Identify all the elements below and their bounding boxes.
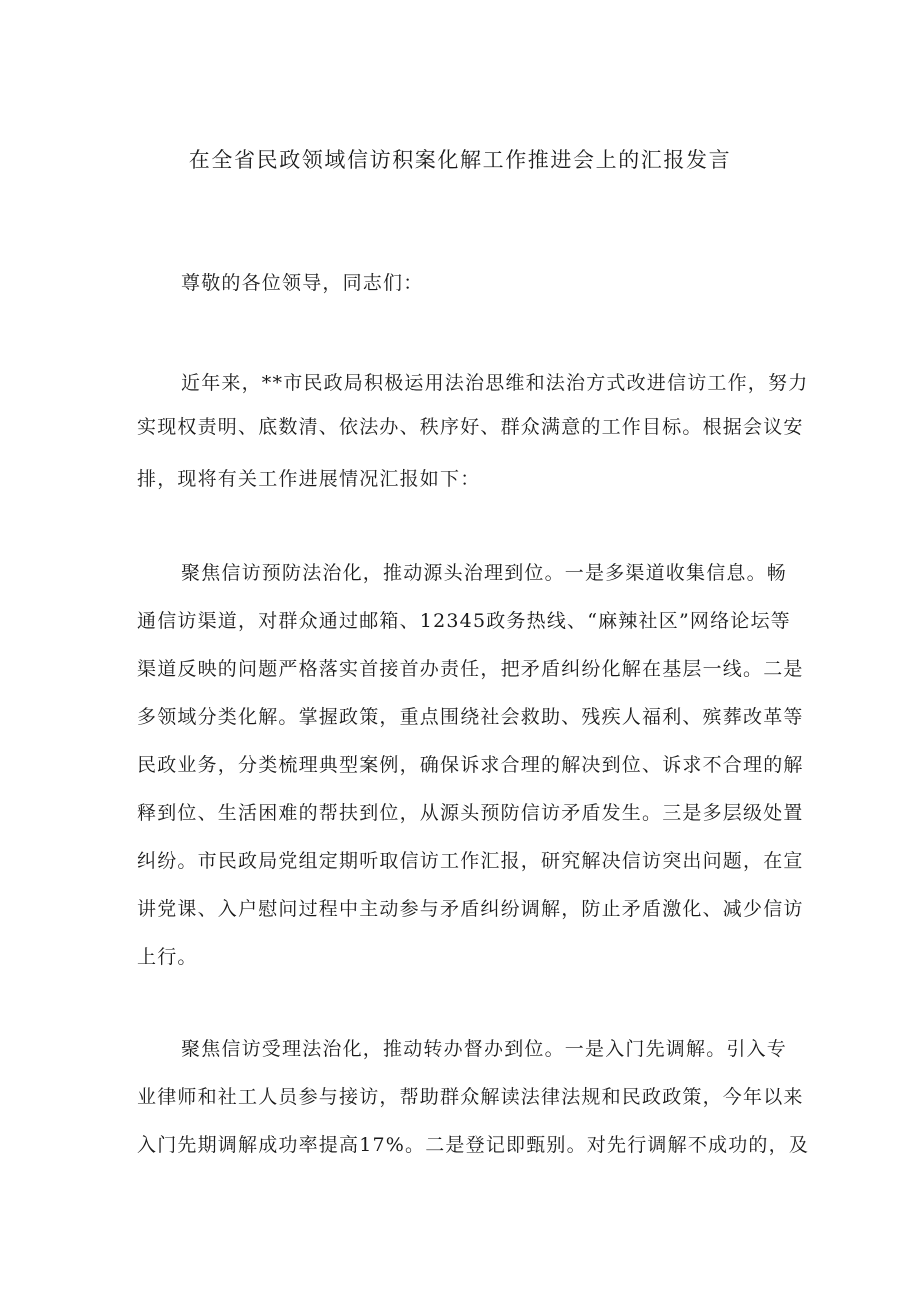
salutation: 尊敬的各位领导，同志们： <box>181 272 424 294</box>
paragraph-line: 多领域分类化解。掌握政策，重点围绕社会救助、残疾人福利、殡葬改革等 <box>137 706 804 728</box>
paragraph-line: 上行。 <box>137 946 198 968</box>
paragraph-line: 近年来，**市民政局积极运用法治思维和法治方式改进信访工作，努力 <box>181 372 809 394</box>
paragraph-line: 释到位、生活困难的帮扶到位，从源头预防信访矛盾发生。三是多层级处置 <box>137 802 804 824</box>
paragraph-line: 入门先期调解成功率提高17%。二是登记即甄别。对先行调解不成功的，及 <box>137 1134 810 1156</box>
paragraph-line: 通信访渠道，对群众通过邮箱、12345政务热线、“麻辣社区”网络论坛等 <box>137 610 791 632</box>
paragraph-line: 业律师和社工人员参与接访，帮助群众解读法律法规和民政政策，今年以来 <box>137 1086 804 1108</box>
document-title: 在全省民政领域信访积案化解工作推进会上的汇报发言 <box>188 148 732 172</box>
paragraph-line: 排，现将有关工作进展情况汇报如下： <box>137 468 481 490</box>
paragraph-line: 纠纷。市民政局党组定期听取信访工作汇报，研究解决信访突出问题，在宣 <box>137 850 804 872</box>
paragraph-line: 聚焦信访预防法治化，推动源头治理到位。一是多渠道收集信息。畅 <box>181 562 788 584</box>
paragraph-line: 渠道反映的问题严格落实首接首办责任，把矛盾纠纷化解在基层一线。二是 <box>137 658 804 680</box>
paragraph-line: 实现权责明、底数清、依法办、秩序好、群众满意的工作目标。根据会议安 <box>137 416 804 438</box>
paragraph-line: 聚焦信访受理法治化，推动转办督办到位。一是入门先调解。引入专 <box>181 1038 788 1060</box>
paragraph-line: 民政业务，分类梳理典型案例，确保诉求合理的解决到位、诉求不合理的解 <box>137 754 804 776</box>
paragraph-line: 讲党课、入户慰问过程中主动参与矛盾纠纷调解，防止矛盾激化、减少信访 <box>137 898 804 920</box>
